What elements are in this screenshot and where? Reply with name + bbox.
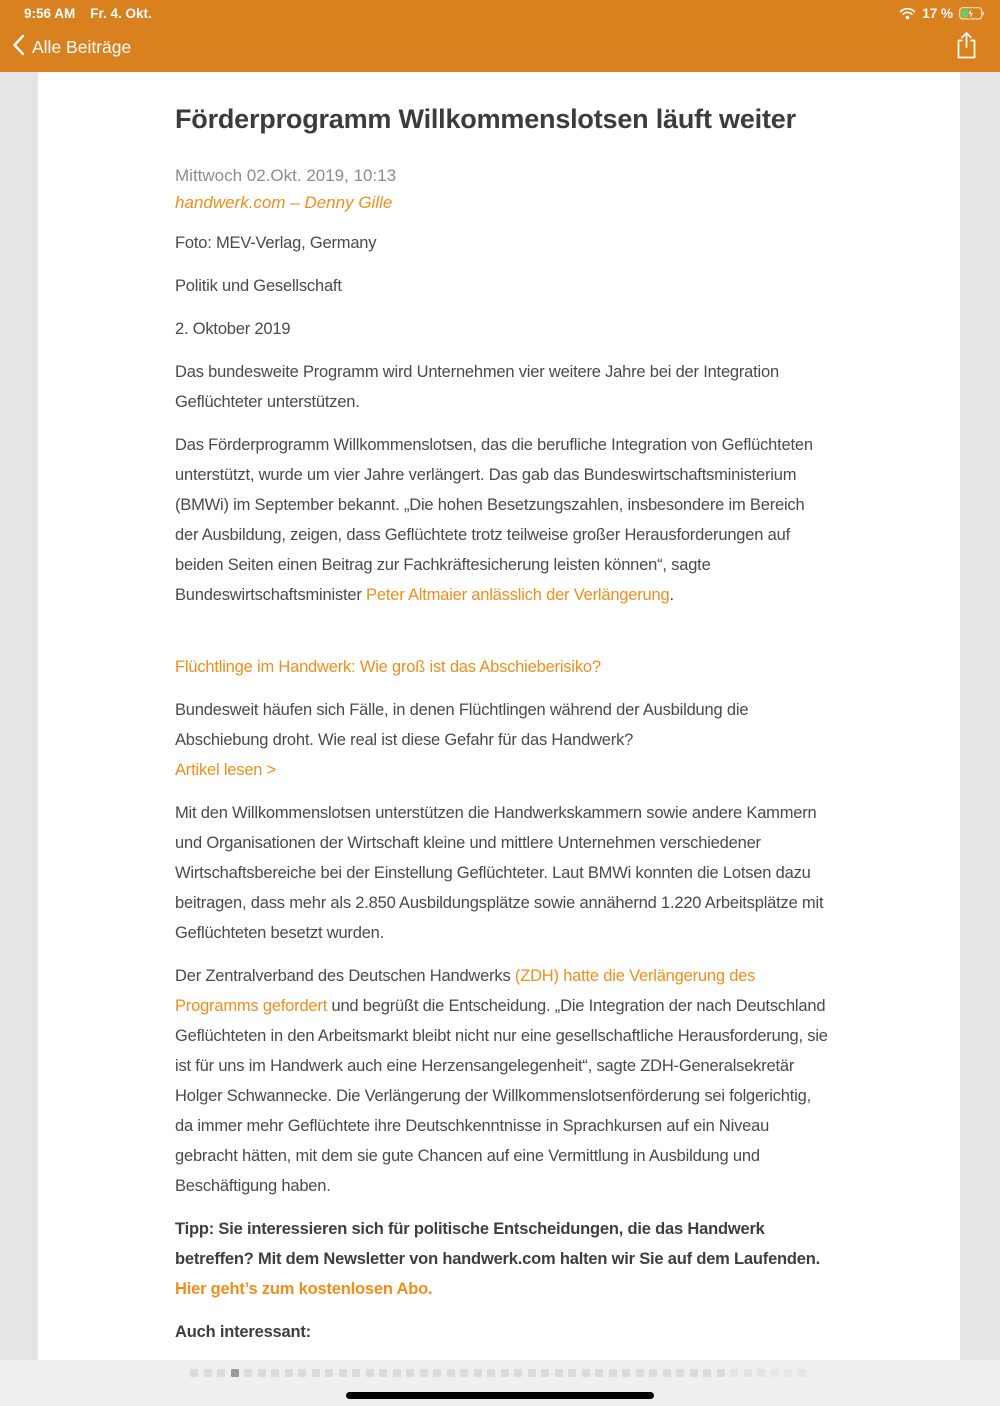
intro-text: Das bundesweite Programm wird Unternehmen vier weitere Jahre bei der Integration Geflüchteter unterstützen. [175, 363, 779, 411]
scrubber-dot[interactable] [771, 1369, 779, 1377]
paragraph-lotsen [175, 798, 828, 948]
paragraph-tipp-text: Tipp: Sie interessieren sich für politische Entscheidungen, die das Handwerk betreffen? Mit dem Newsletter von handwerk.com halten wir Sie auf dem Laufenden. [175, 1220, 821, 1268]
scrubber-dot[interactable] [609, 1369, 617, 1377]
status-left [24, 6, 152, 21]
paragraph-bmwi-text: Das Förderprogramm Willkommenslotsen, das die berufliche Integration von Geflüchteten unterstützt, wurde um vier Jahre verlängert. Das gab das Bundeswirtschaftsministerium (BMWi) im September bekannt. „Die hohen Besetzungszahlen, insbesondere im Bereich der Ausbildung, zeigen, dass Geflüchtete trotz teilweise großer Herausforderungen auf beiden Seiten einen Beitrag zur Fachkräftesicherung leisten können“, sagte Bundeswirtschaftsminister [175, 436, 813, 604]
paragraph-tipp-link[interactable]: Hier geht’s zum kostenlosen Abo. [175, 1280, 433, 1298]
scrubber-dot[interactable] [244, 1369, 252, 1377]
scrubber-dot[interactable] [757, 1369, 765, 1377]
scrubber-dot[interactable] [285, 1369, 293, 1377]
back-button[interactable] [12, 34, 131, 61]
back-button-label: Alle Beiträge [32, 36, 132, 57]
scrubber-dot[interactable] [393, 1369, 401, 1377]
article-date-text: 2. Oktober 2019 [175, 320, 291, 338]
scrubber-dot[interactable] [487, 1369, 495, 1377]
status-date: Fr. 4. Okt. [90, 5, 152, 21]
paragraph-zdh-text: Der Zentralverband des Deutschen Handwerks [175, 967, 515, 985]
category-text: Politik und Gesellschaft [175, 277, 342, 295]
category [175, 271, 828, 301]
also-interesting-text: Auch interessant: [175, 1323, 311, 1341]
article-title: Förderprogramm Willkommenslotsen läuft weiter [175, 104, 796, 134]
related-article-link [175, 652, 828, 682]
scrubber-dot[interactable] [717, 1369, 725, 1377]
bottom-bar [0, 1360, 1000, 1406]
scrubber-dot[interactable] [406, 1369, 414, 1377]
scrubber-dot[interactable] [190, 1369, 198, 1377]
scrubber-dot[interactable] [258, 1369, 266, 1377]
photo-credit-text: Foto: MEV-Verlag, Germany [175, 234, 377, 252]
share-icon [955, 31, 978, 63]
scrubber-dot[interactable] [663, 1369, 671, 1377]
scrubber-dot[interactable] [636, 1369, 644, 1377]
article-date [175, 314, 828, 344]
scrubber-dot[interactable] [204, 1369, 212, 1377]
status-right [899, 6, 986, 21]
scrubber-dot[interactable] [379, 1369, 387, 1377]
scrubber-dot[interactable] [447, 1369, 455, 1377]
scrubber-dot[interactable] [730, 1369, 738, 1377]
scrubber-dot[interactable] [501, 1369, 509, 1377]
scrubber-dot[interactable] [325, 1369, 333, 1377]
share-button[interactable] [955, 31, 978, 63]
intro [175, 357, 828, 417]
page-scrubber[interactable] [190, 1369, 806, 1377]
scrubber-dot[interactable] [474, 1369, 482, 1377]
home-indicator[interactable] [346, 1392, 654, 1399]
scrubber-dot[interactable] [649, 1369, 657, 1377]
scrubber-dot[interactable] [514, 1369, 522, 1377]
scrubber-dot[interactable] [528, 1369, 536, 1377]
article-source-link[interactable]: handwerk.com – Denny Gille [175, 193, 393, 212]
scrubber-dot[interactable] [366, 1369, 374, 1377]
paragraph-zdh [175, 961, 828, 1201]
scrubber-dot[interactable] [298, 1369, 306, 1377]
related-article-teaser-text: Bundesweit häufen sich Fälle, in denen Flüchtlingen während der Ausbildung die Abschiebung droht. Wie real ist diese Gefahr für das Handwerk? [175, 701, 749, 749]
article-page [0, 72, 1000, 1360]
scrubber-dot[interactable] [420, 1369, 428, 1377]
related-article-teaser [175, 695, 828, 785]
scrubber-dot[interactable] [339, 1369, 347, 1377]
paragraph-zdh-link[interactable]: (ZDH) hatte die Verlängerung des Programms gefordert [175, 967, 756, 1015]
chevron-left-icon [12, 34, 25, 61]
scrubber-dot[interactable] [541, 1369, 549, 1377]
scrubber-dot-active[interactable] [231, 1369, 239, 1377]
paragraph-tipp [175, 1214, 828, 1304]
scrubber-dot[interactable] [312, 1369, 320, 1377]
scrubber-dot[interactable] [622, 1369, 630, 1377]
scrubber-dot[interactable] [433, 1369, 441, 1377]
scrubber-dot[interactable] [703, 1369, 711, 1377]
status-time: 9:56 AM [24, 5, 76, 21]
scrubber-dot[interactable] [460, 1369, 468, 1377]
scrubber-dot[interactable] [798, 1369, 806, 1377]
scrubber-dot[interactable] [568, 1369, 576, 1377]
photo-credit [175, 228, 828, 258]
scrubber-dot[interactable] [352, 1369, 360, 1377]
related-article-teaser-link[interactable]: Artikel lesen > [175, 761, 277, 779]
battery-percent: 17 % [922, 5, 953, 21]
scrubber-dot[interactable] [582, 1369, 590, 1377]
article-meta-date: Mittwoch 02.Okt. 2019, 10:13 [175, 166, 397, 185]
scrubber-dot[interactable] [555, 1369, 563, 1377]
paragraph-bmwi-text: . [669, 586, 674, 604]
article-card [38, 72, 960, 1360]
related-article-link-link[interactable]: Flüchtlinge im Handwerk: Wie groß ist das Abschieberisiko? [175, 658, 601, 676]
status-bar [0, 0, 1000, 26]
scrubber-dot[interactable] [744, 1369, 752, 1377]
nav-bar [0, 26, 1000, 72]
scrubber-dot[interactable] [217, 1369, 225, 1377]
article-body [175, 228, 828, 1347]
scrubber-dot[interactable] [271, 1369, 279, 1377]
paragraph-bmwi-link[interactable]: Peter Altmaier anlässlich der Verlängerung [366, 586, 670, 604]
article-meta [175, 162, 828, 216]
also-interesting [175, 1317, 828, 1347]
paragraph-zdh-text: und begrüßt die Entscheidung. „Die Integration der nach Deutschland Geflüchteten in den Arbeitsmarkt bleibt nicht nur eine gesellschaftliche Herausforderung, sie ist für uns im Handwerk auch eine Herzensangelegenheit“, sagte ZDH-Generalsekretär Holger Schwannecke. Die Verlängerung der Willkommenslotsenförderung sei folgerichtig, da immer mehr Geflüchtete ihre Deutschkenntnisse in Sprachkursen auf ein Niveau gebracht hätten, mit dem sie gute Chancen auf eine Vermittlung in Ausbildung und Beschäftigung haben. [175, 997, 828, 1195]
paragraph-lotsen-text: Mit den Willkommenslotsen unterstützen die Handwerkskammern sowie andere Kammern und Organisationen der Wirtschaft kleine und mittlere Unternehmen verschiedener Wirtschaftsbereiche bei der Einstellung Geflüchteter. Laut BMWi konnten die Lotsen dazu beitragen, dass mehr als 2.850 Ausbildungsplätze sowie annähernd 1.220 Arbeitsplätze mit Geflüchteten besetzt wurden. [175, 804, 824, 942]
scrubber-dot[interactable] [595, 1369, 603, 1377]
paragraph-bmwi [175, 430, 828, 610]
scrubber-dot[interactable] [690, 1369, 698, 1377]
battery-charging-icon [959, 7, 986, 20]
scrubber-dot[interactable] [784, 1369, 792, 1377]
scrubber-dot[interactable] [676, 1369, 684, 1377]
wifi-icon [899, 7, 916, 20]
